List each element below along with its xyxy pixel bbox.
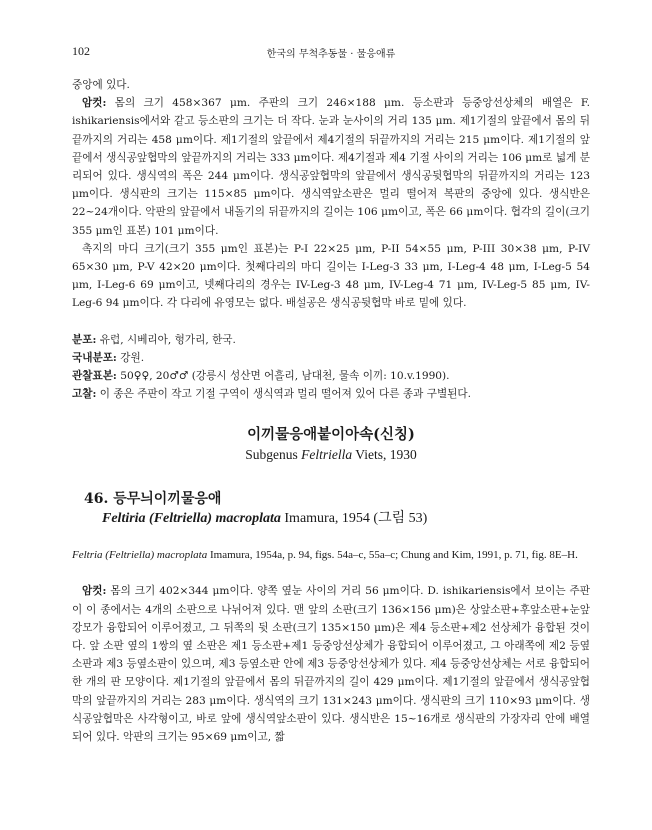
subgenus-latin-title	[72, 445, 590, 465]
domestic-distribution-label: 국내분포:	[72, 351, 117, 364]
synonymy-text: Imamura, 1954a, p. 94, figs. 54a–c, 55a–c; Chung and Kim, 1991, p. 71, fig. 8E–H.	[207, 549, 578, 562]
subgenus-author: Viets, 1930	[352, 447, 417, 463]
female-label-2: 암컷:	[82, 585, 107, 598]
distribution-label: 분포:	[72, 333, 97, 346]
page-body	[72, 76, 590, 746]
page-header	[72, 44, 590, 60]
remarks-text: 이 종은 주판이 작고 기절 구역이 생식역과 멀리 떨어져 있어 다른 종과 구별된다.	[96, 388, 472, 401]
species-scientific-name	[72, 509, 590, 529]
female-label: 암컷:	[82, 97, 107, 110]
leg-measurements: 촉지의 마디 크기(크기 355 μm인 표본)는 P-I 22×25 μm, P-II 54×55 μm, P-III 30×38 μm, P-IV 65×30 μm, P-V 42×20 μm이다. 첫째다리의 마디 길이는 I-Leg-3 33 μm, I-Leg-4 48 μm, I-Leg-5 54 μm, I-Leg-6 69 μm이고, 넷째다리의 경우는 IV-Leg-3 48 μm, IV-Leg-4 71 μm, IV-Leg-5 85 μm, IV-Leg-6 94 μm이다. 각 다리에 유영모는 없다. 배설공은 생식공뒷협막 바로 밑에 있다.	[72, 242, 590, 310]
specimens-label: 관찰표본:	[72, 370, 117, 383]
specimens-text: 50♀♀, 20♂♂ (강릉시 성산면 어흘리, 남대천, 물속 이끼: 10.v.1990).	[116, 370, 450, 383]
domestic-distribution-text: 강원.	[116, 351, 145, 364]
species-info	[72, 331, 590, 404]
synonymy	[72, 547, 590, 564]
specimens-examined	[72, 367, 590, 385]
subgenus-genus: Feltriella	[301, 447, 353, 463]
species-binomial: Feltiria (Feltriella) macroplata	[102, 511, 281, 527]
page-number: 102	[72, 44, 90, 58]
distribution-text: 유럽, 시베리아, 헝가리, 한국.	[96, 333, 236, 346]
female-description	[72, 94, 590, 240]
species-heading: 46. 등무늬이끼물응애	[84, 491, 222, 508]
species-author: Imamura, 1954 (그림 53)	[280, 511, 428, 527]
female-description-2-text: 몸의 크기 402×344 μm이다. 양쪽 옆눈 사이의 거리 56 μm이다. D. ishikariensis에서 보이는 주판이 이 종에서는 4개의 소판으로 나뉘어져 있다. 맨 앞의 소판(크기 136×156 μm)은 상앞소판+후앞소판+눈앞강모가 융합되어 이루어졌고, 그 뒤쪽의 뒷 소판(크기 135×150 μm)은 제4 등소판+제2 선상체가 융합된 것이다. 앞 소판 옆의 1쌍의 옆 소판은 제1 등소판+제1 등중앙선상체가 융합되어 이루어졌고, 그 아래쪽에 제2 등옆소판과 제3 등옆소판이 있으며, 제3 등옆소판 안에 제3 등중앙선상체가 있다. 제4 등중앙선상체는 서로 융합되어 한 개의 판 모양이다. 제1기절의 앞끝에서 몸의 뒤끝까지의 길이 429 μm이다. 제1기절의 앞끝에서 생식공앞협막의 앞끝까지의 거리는 283 μm이다. 생식역의 크기 131×243 μm이다. 생식판의 크기 110×93 μm이다. 생식공앞협막은 사각형이고, 바로 앞에 생식역앞소판이 있다. 생식반은 15~16개로 생식판의 가장자리 안에 배열되어 있다. 악판의 크기는 95×69 μm이고, 짧	[72, 585, 590, 744]
remarks-label: 고찰:	[72, 388, 97, 401]
subgenus-prefix: Subgenus	[245, 447, 302, 463]
running-title: 한국의 무척추동물 · 물응애류	[266, 49, 396, 60]
continuation-text: 중앙에 있다.	[72, 79, 130, 91]
remarks	[72, 385, 590, 403]
female-description-text: 몸의 크기 458×367 μm. 주판의 크기 246×188 μm. 등소판과 등중앙선상체의 배열은 F. ishikariensis에서와 같고 등소판의 크기는 더 작다. 눈과 눈사이의 거리 135 μm. 제1기절의 앞끝에서 몸의 뒤끝까지의 거리는 458 μm이다. 제1기절의 앞끝에서 제4기절의 뒤끝까지의 거리는 215 μm이다. 제1기절의 앞끝에서 생식공앞협막의 앞끝까지의 거리는 333 μm이다. 제4기절과 제4 기절 사이의 거리는 106 μm로 넓게 분리되어 있다. 생식역의 폭은 244 μm이다. 생식공앞협막의 앞끝에서 생식공뒷협막의 뒤끝까지의 거리는 123 μm이다. 생식판의 크기는 115×85 μm이다. 생식역앞소판은 멀리 떨어져 복판의 중앙에 있다. 생식반은 22~24개이다. 악판의 앞끝에서 내돌기의 뒤끝까지의 길이는 106 μm이고, 폭은 66 μm이다. 협각의 길이(크기 355 μm인 표본) 101 μm이다.	[72, 97, 590, 237]
synonymy-name: Feltria (Feltriella) macroplata	[72, 549, 208, 562]
female-description-2	[72, 582, 590, 746]
domestic-distribution	[72, 349, 590, 367]
subgenus-korean-title: 이끼물응애붙이아속(신칭)	[247, 426, 415, 444]
distribution	[72, 331, 590, 349]
